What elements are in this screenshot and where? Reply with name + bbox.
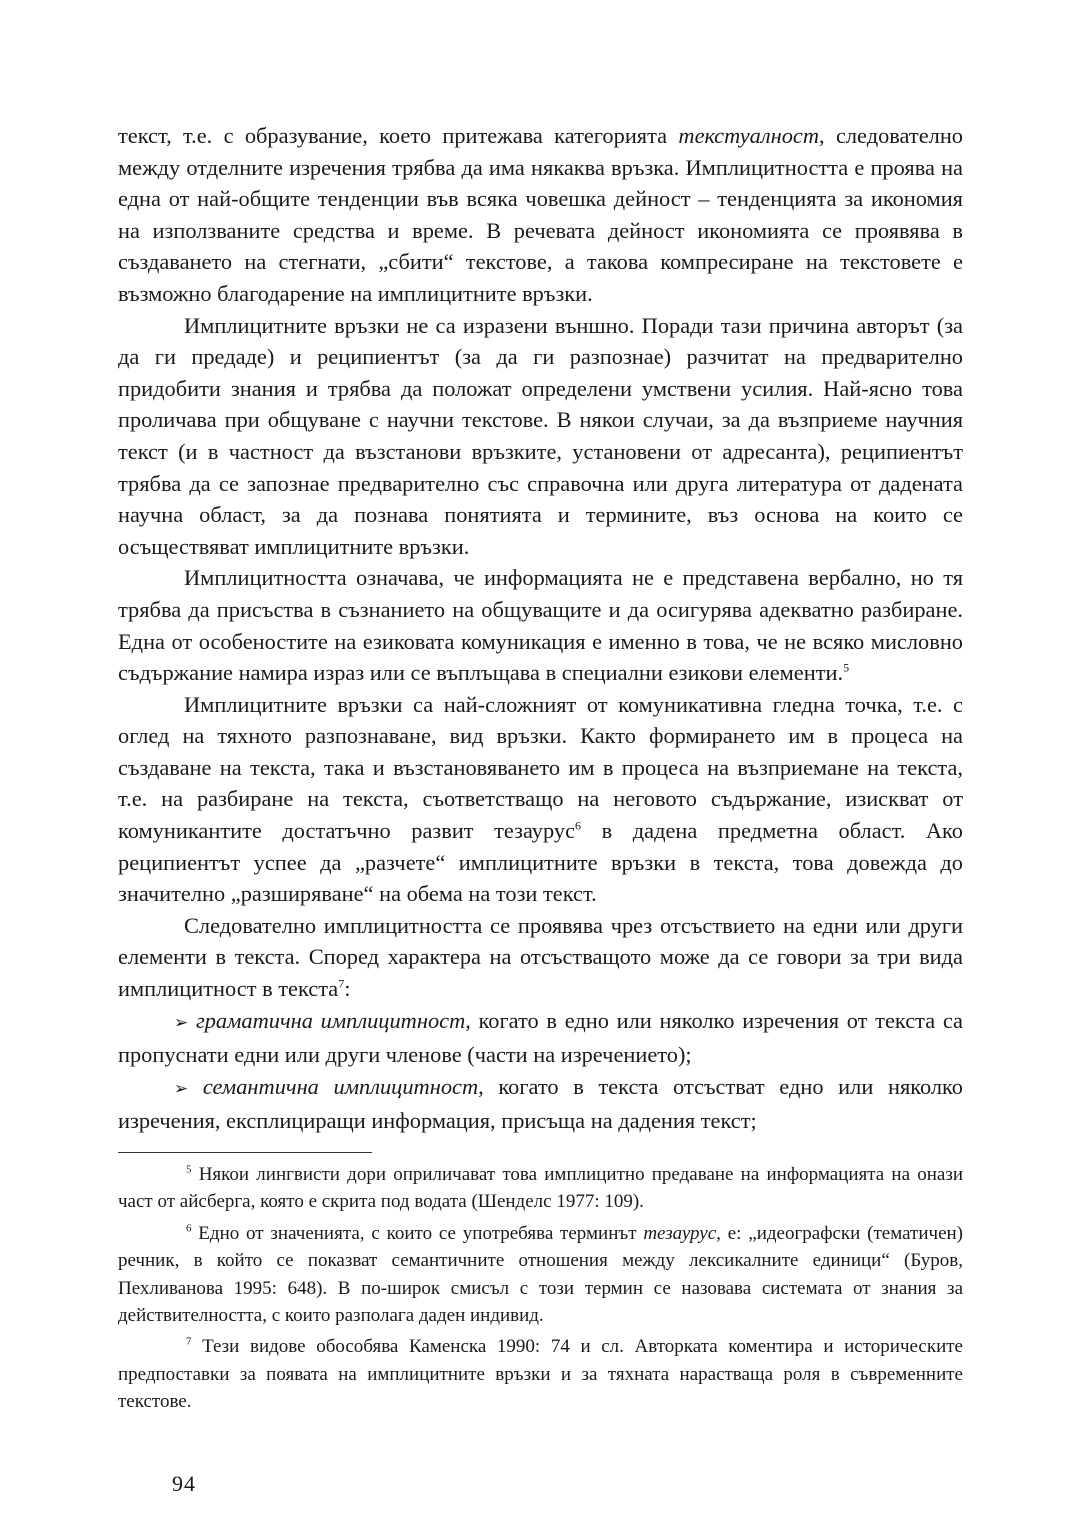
footnote-ref-6[interactable]: 6 <box>575 818 582 833</box>
paragraph-4: Имплицитните връзки са най-сложният от комуникативна гледна точка, т.е. с оглед на тяхното разпознаване, вид връзки. Както формирането им в процеса на създаване на текста, така и възстановяването им в процеса на възприемане на текста, т.е. на разбиране на текста, съответстващо на неговото съдържание, изискват от комуникантите достатъчно развит тезаурус$^6$ в дадена предметна област. Ако реципиентът успее да „разчете“ имплицитните връзки в текста, това довежда до значително „разширяване“ на обема на този текст. <box>118 691 963 907</box>
footnote-ref-7[interactable]: 7 <box>338 976 345 991</box>
paragraph-5: Следователно имплицитността се проявява чрез отсъствието на едни или други елементи в текста. Според характера на отсъстващото може да се говори за три вида имплицитност в текста$^7$: <box>118 912 963 1002</box>
paragraph-1: текст, т.е. с образувание, което притежава категорията текстуалност, следователно между отделните изречения трябва да има някаква връзка. Имплицитността е проява на една от най-общите тенденции във всяка човешка дейност – тенденцията за икономия на използваните средства и време. В речевата дейност икономията се проявява в създаването на стегнати, „сбити“ текстове, а такова компресиране на текстовете е възможно благодарение на имплицитните връзки. <box>118 123 963 306</box>
footnote-7: $^7$ Тези видове обособява Каменска 1990: 74 и сл. Авторката коментира и историческите предпоставки за появата на имплицитните връзки и за тяхната нарастваща роля в съвременните текстове. <box>118 1336 963 1413</box>
footnotes <box>118 1161 963 1416</box>
footnote-5: $^5$ Някои лингвисти дори оприличават това имплицитно предаване на информацията на онази част от айсберга, която е скрита под водата (Шенделс 1977: 109). <box>118 1163 963 1213</box>
term-semantic-implicitness: семантична имплицитност <box>202 1073 479 1099</box>
arrow-bullet-icon: ➢ <box>174 1078 189 1099</box>
arrow-bullet-icon: ➢ <box>174 1012 189 1033</box>
list-item-semantic: ➢ семантична имплицитност, когато в текста отсъстват едно или няколко изречения, експлициращи информация, присъща на дадения текст; <box>118 1073 963 1134</box>
paragraph-3: Имплицитността означава, че информацията не е представена вербално, но тя трябва да присъства в съзнанието на общуващите и да осигурява адекватно разбиране. Една от особеностите на езиковата комуникация е именно в това, че не всяко мисловно съдържание намира израз или се въплъщава в специални езикови елементи.$^5$ <box>118 565 963 686</box>
body-text <box>118 120 963 1137</box>
footnote-divider <box>118 1152 372 1153</box>
paragraph-2: Имплицитните връзки не са изразени външно. Поради тази причина авторът (за да ги предаде) и реципиентът (за да ги разпознае) разчитат на предварително придобити знания и трябва да положат определени умствени усилия. Най-ясно това проличава при общуване с научни текстове. В някои случаи, за да възприеме научния текст (и в частност да възстанови връзките, установени от адресанта), реципиентът трябва да се запознае предварително със справочна или друга литература от дадената научна област, за да познава понятията и термините, въз основа на които се осъществяват имплицитните връзки. <box>118 312 963 559</box>
footnote-ref-5[interactable]: 5 <box>843 660 850 675</box>
term-grammatical-implicitness: граматична имплицитност <box>195 1007 466 1033</box>
list-item-grammatical: ➢ граматична имплицитност, когато в едно или няколко изречения от текста са пропуснати едни или други членове (части на изречението); <box>118 1007 963 1068</box>
footnote-6: $^6$ Едно от значенията, с които се употребява терминът тезаурус, е: „идеографски (тематичен) речник, в който се показват семантичните отношения между лексикалните единици“ (Буров, Пехливанова 1995: 648). В по-широк смисъл с този термин се назовава системата от знания за действителността, с които разполага даден индивид. <box>118 1222 963 1327</box>
page-content <box>118 120 963 1416</box>
term-textuality: текстуалност <box>678 123 820 148</box>
page-number: 94 <box>172 1471 196 1496</box>
